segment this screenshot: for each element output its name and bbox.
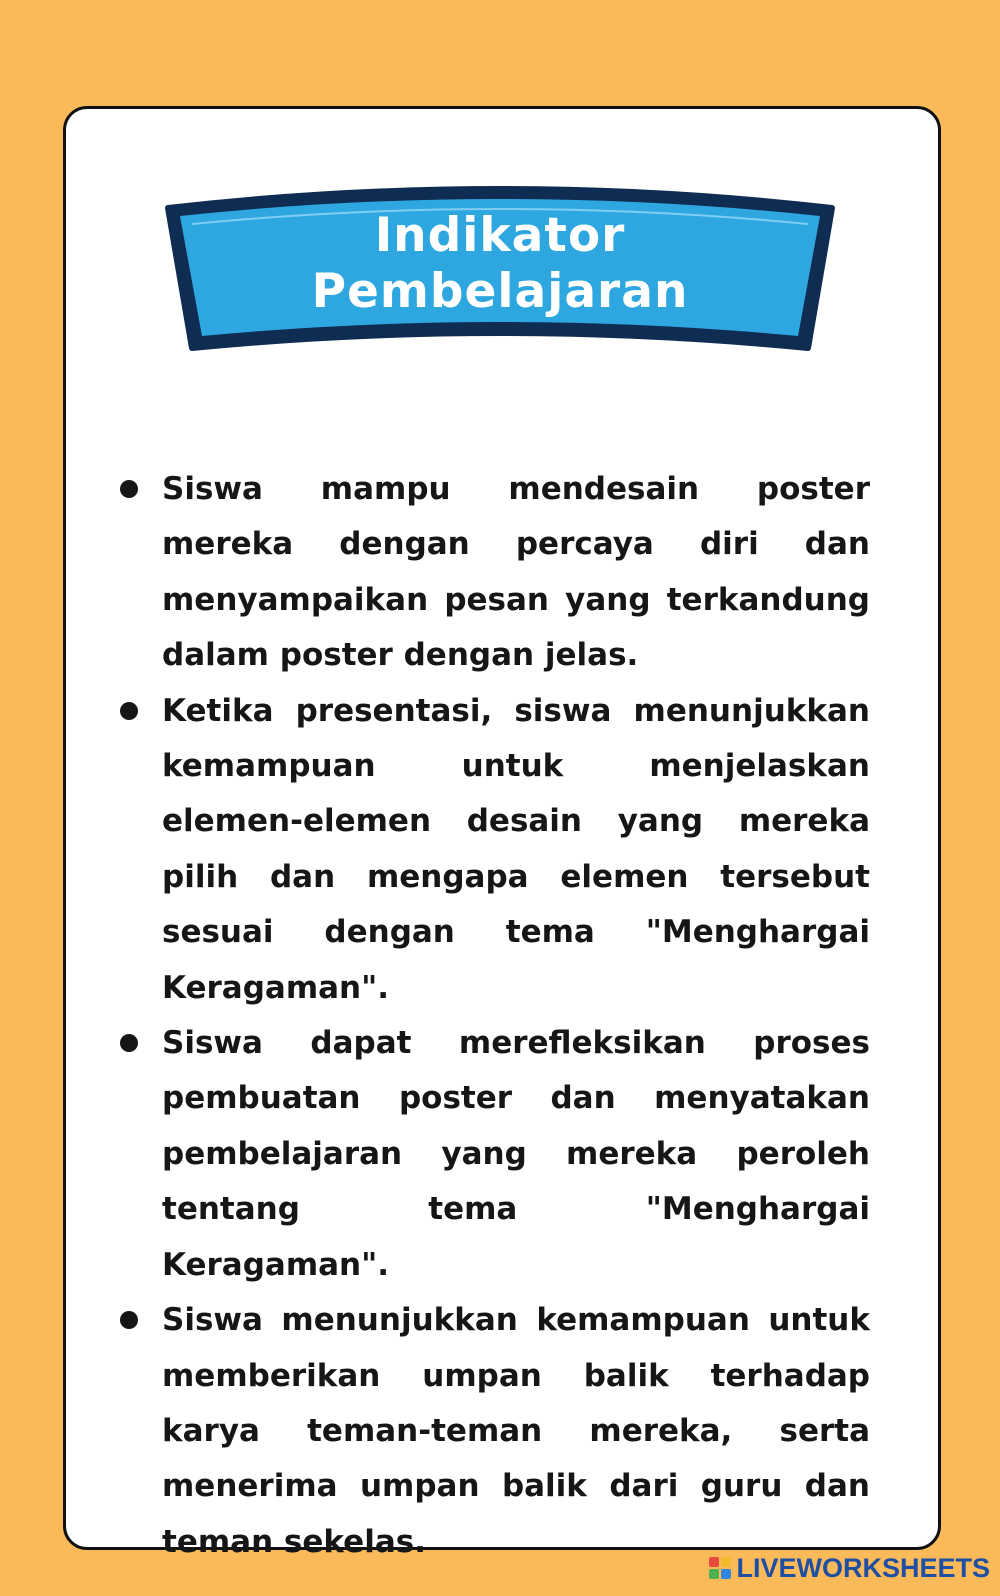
bullet-icon	[120, 1034, 138, 1052]
title-banner	[160, 178, 840, 368]
list-item	[118, 684, 870, 1016]
liveworksheets-logo-icon	[709, 1557, 731, 1579]
list-item	[118, 462, 870, 684]
banner-title-line1: Indikator	[374, 208, 626, 263]
list-item	[118, 1016, 870, 1293]
banner-title-line2: Pembelajaran	[311, 264, 689, 319]
bullet-icon	[120, 1311, 138, 1329]
bullet-icon	[120, 480, 138, 498]
liveworksheets-watermark	[709, 1554, 990, 1582]
indicator-text: Ketika presentasi, siswa menunjukkan kemampuan untuk menjelaskan elemen-elemen desain yang mereka pilih dan mengapa elemen tersebut sesuai dengan tema "Menghargai Keragaman".	[162, 692, 870, 1006]
indicator-text: Siswa dapat merefleksikan proses pembuatan poster dan menyatakan pembelajaran yang mereka peroleh tentang tema "Menghargai Keragaman".	[162, 1025, 870, 1283]
indicator-text: Siswa mampu mendesain poster mereka dengan percaya diri dan menyampaikan pesan yang terkandung dalam poster dengan jelas.	[162, 471, 870, 674]
list-item	[118, 1293, 870, 1570]
indicator-list	[118, 462, 870, 1570]
banner-title	[160, 208, 840, 320]
bullet-icon	[120, 702, 138, 720]
watermark-text: LIVEWORKSHEETS	[736, 1552, 990, 1583]
indicator-text: Siswa menunjukkan kemampuan untuk memberikan umpan balik terhadap karya teman-teman mereka, serta menerima umpan balik dari guru dan teman sekelas.	[162, 1302, 870, 1560]
